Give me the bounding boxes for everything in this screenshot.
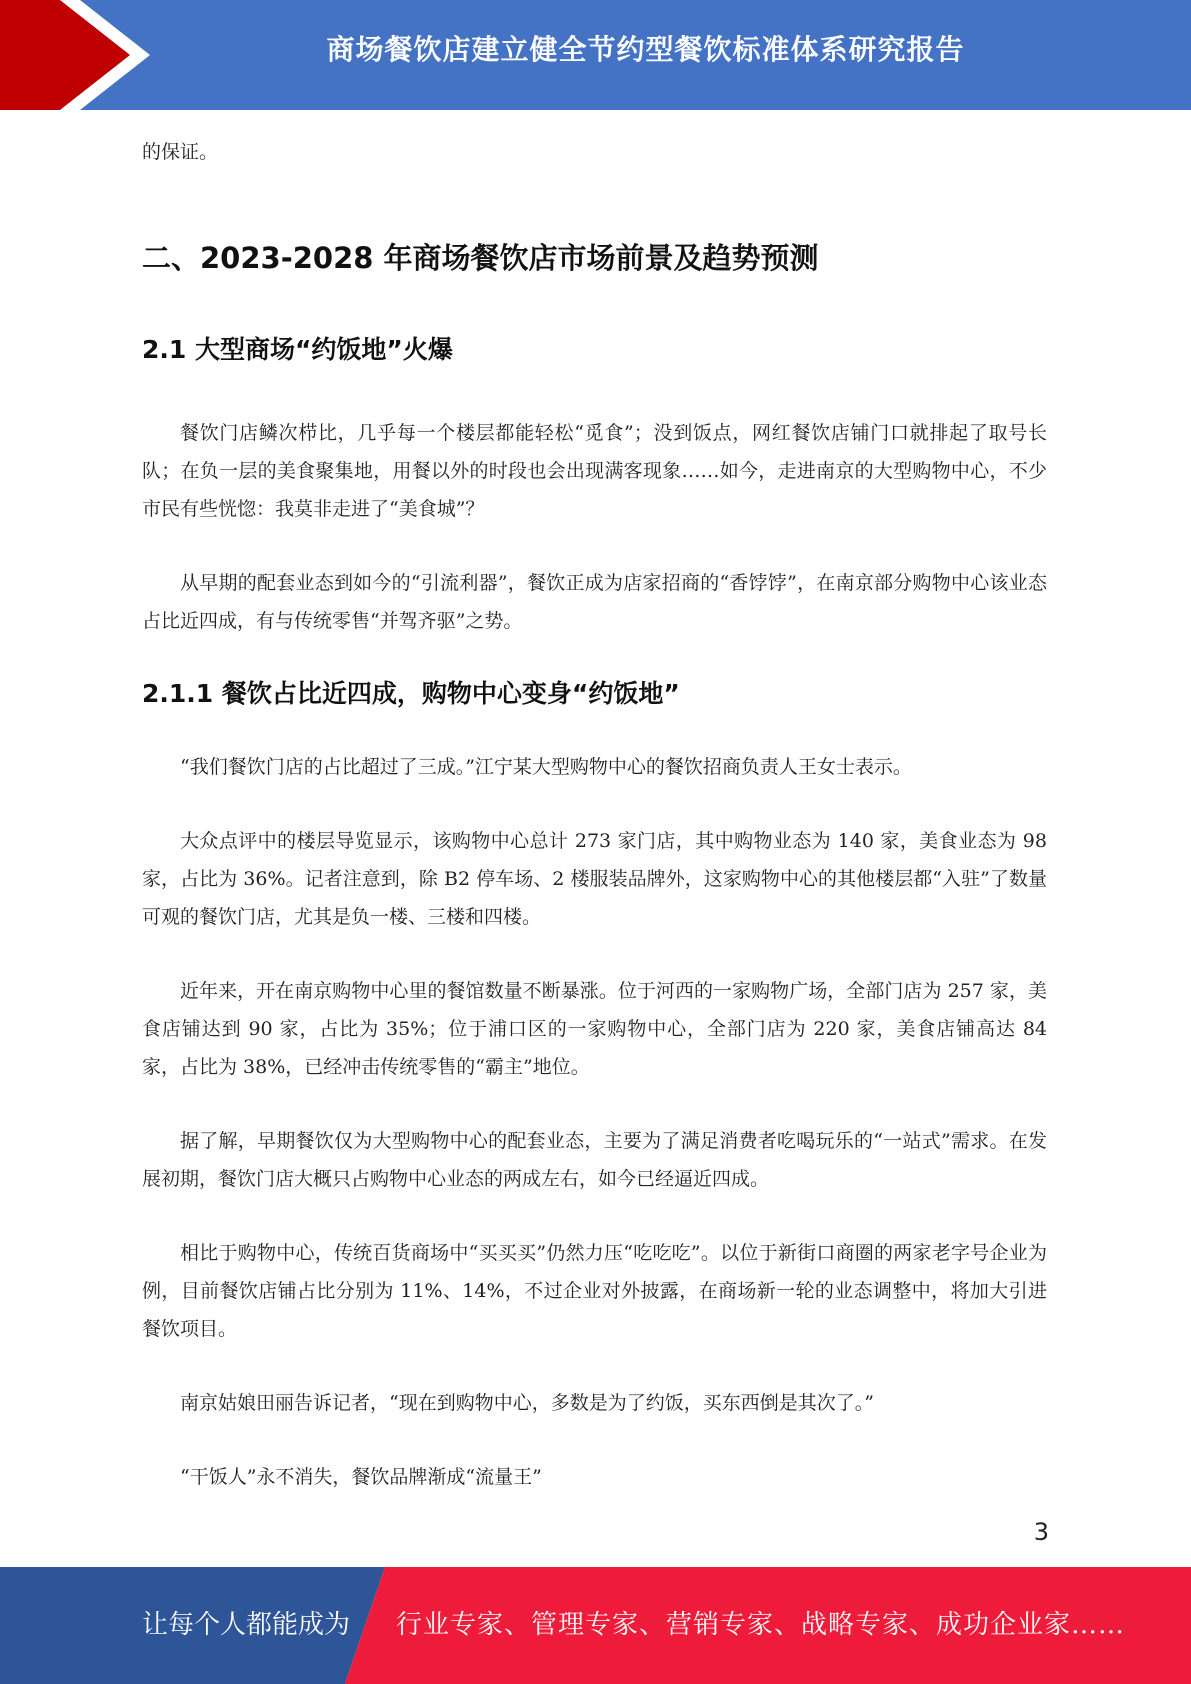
page-content — [142, 130, 1047, 1532]
header-arrow-decoration — [0, 0, 160, 110]
paragraph: 相比于购物中心，传统百货商场中“买买买”仍然力压“吃吃吃”。以位于新街口商圈的两家老字号企业为例，目前餐饮店铺占比分别为 11%、14%，不过企业对外披露，在商场新一轮的业态调整中，将加大引进餐饮项目。 — [142, 1242, 1047, 1340]
paragraph: 餐饮门店鳞次栉比，几乎每一个楼层都能轻松“觅食”；没到饭点，网红餐饮店铺门口就排起了取号长队；在负一层的美食聚集地，用餐以外的时段也会出现满客现象……如今，走进南京的大型购物中心，不少市民有些恍惚：我莫非走进了“美食城”？ — [142, 422, 1047, 520]
paragraph: 近年来，开在南京购物中心里的餐馆数量不断暴涨。位于河西的一家购物广场，全部门店为 257 家，美食店铺达到 90 家，占比为 35%；位于浦口区的一家购物中心，全部门店为 220 家，美食店铺高达 84 家，占比为 38%，已经冲击传统零售的“霸主”地位。 — [142, 980, 1047, 1078]
document-title: 商场餐饮店建立健全节约型餐饮标准体系研究报告 — [326, 33, 965, 66]
paragraph: 据了解，早期餐饮仅为大型购物中心的配套业态，主要为了满足消费者吃喝玩乐的“一站式”需求。在发展初期，餐饮门店大概只占购物中心业态的两成左右，如今已经逼近四成。 — [142, 1130, 1047, 1190]
page-header — [0, 0, 1191, 110]
footer-slogan-right: 行业专家、管理专家、营销专家、战略专家、成功企业家…… — [396, 1610, 1126, 1640]
section-heading: 二、2023-2028 年商场餐饮店市场前景及趋势预测 — [142, 241, 819, 275]
page-number: 3 — [1033, 1518, 1049, 1546]
footer-slogan-left: 让每个人都能成为 — [142, 1610, 351, 1640]
paragraph: 大众点评中的楼层导览显示，该购物中心总计 273 家门店，其中购物业态为 140 家，美食业态为 98 家，占比为 36%。记者注意到，除 B2 停车场、2 楼服装品牌外，这家购物中心的其他楼层都“入驻”了数量可观的餐饮门店，尤其是负一楼、三楼和四楼。 — [142, 830, 1047, 928]
subsubsection-heading: 2.1.1 餐饮占比近四成，购物中心变身“约饭地” — [142, 679, 680, 708]
continued-text: 的保证。 — [142, 141, 219, 163]
paragraph: 南京姑娘田丽告诉记者，“现在到购物中心，多数是为了约饭，买东西倒是其次了。” — [180, 1392, 874, 1414]
paragraph: 从早期的配套业态到如今的“引流利器”，餐饮正成为店家招商的“香饽饽”，在南京部分购物中心该业态占比近四成，有与传统零售“并驾齐驱”之势。 — [142, 572, 1047, 632]
paragraph: “干饭人”永不消失，餐饮品牌渐成“流量王” — [180, 1466, 542, 1488]
page-footer — [0, 1567, 1191, 1684]
subsection-heading: 2.1 大型商场“约饭地”火爆 — [142, 335, 453, 364]
paragraph: “我们餐饮门店的占比超过了三成。”江宁某大型购物中心的餐饮招商负责人王女士表示。 — [180, 756, 912, 778]
